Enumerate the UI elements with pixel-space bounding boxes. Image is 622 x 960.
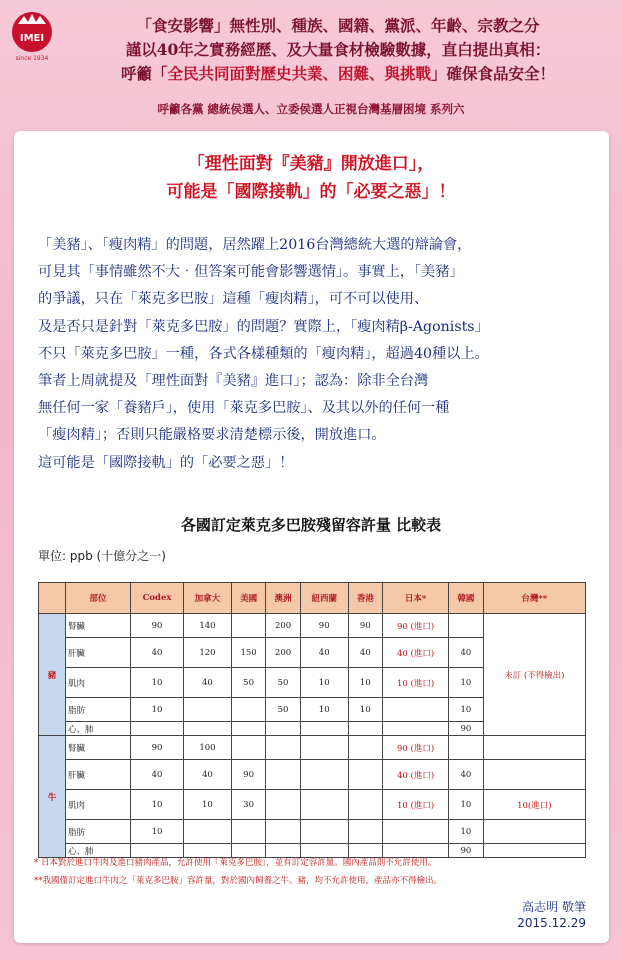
table-header-cell: 韓國 — [449, 583, 483, 614]
body-line: 無任何一家「養豬戶」，使用「萊克多巴胺」、及其以外的任何一種 — [38, 400, 450, 417]
table-cell: 200 — [266, 614, 300, 638]
title-line-2: 可能是「國際接軌」的「必要之惡」！ — [166, 182, 456, 202]
article-title — [0, 150, 622, 206]
article-body — [38, 232, 598, 477]
table-header-cell: 澳洲 — [266, 583, 300, 614]
table-cell: 肝臟 — [66, 760, 131, 790]
table-cell: 10 — [449, 820, 483, 844]
table-cell: 40 — [348, 638, 382, 668]
table-cell: 40 — [131, 638, 184, 668]
table-cell — [383, 698, 449, 722]
author-signature: 高志明 敬筆 — [522, 900, 586, 914]
table-cell — [383, 722, 449, 736]
table-cell: 150 — [231, 638, 265, 668]
logo-text: IMEI — [19, 33, 45, 44]
table-cell — [483, 820, 585, 844]
table-cell: 10 — [449, 790, 483, 820]
table-cell: 10 (進口) — [383, 790, 449, 820]
table-cell — [300, 820, 348, 844]
imei-logo — [10, 10, 54, 62]
table-cell — [131, 722, 184, 736]
logo-since: since 1934 — [15, 55, 49, 62]
table-cell: 脂肪 — [66, 698, 131, 722]
header-highlight: 全民共同面對歷史共業、困難、與挑戰 — [167, 64, 431, 83]
table-cell — [348, 722, 382, 736]
table-cell: 30 — [231, 790, 265, 820]
table-header-cell: 美國 — [231, 583, 265, 614]
table-cell — [300, 722, 348, 736]
header-line-3: 呼籲「全民共同面對歷史共業、困難、與挑戰」確保食品安全！ — [120, 64, 556, 83]
table-cell: 90 — [449, 844, 483, 858]
table-cell: 40 — [300, 638, 348, 668]
table-cell — [231, 820, 265, 844]
table-unit: 單位: ppb (十億分之一) — [38, 549, 166, 563]
table-cell: 10 — [131, 698, 184, 722]
table-cell: 90 (進口) — [383, 614, 449, 638]
table-cell — [231, 614, 265, 638]
table-header-cell: 加拿大 — [184, 583, 232, 614]
header-slogan — [62, 14, 614, 86]
table-cell: 40 (進口) — [383, 760, 449, 790]
body-line: 這可能是「國際接軌」的「必要之惡」！ — [38, 454, 294, 471]
body-line: 筆者上周就提及「理性面對『美豬』進口」；認為：除非全台灣 — [38, 373, 429, 390]
table-cell: 140 — [184, 614, 232, 638]
table-cell — [449, 614, 483, 638]
table-cell: 心、肺 — [66, 722, 131, 736]
table-cell: 40 — [131, 760, 184, 790]
table-cell — [231, 698, 265, 722]
table-cell — [266, 790, 300, 820]
table-cell: 肌肉 — [66, 668, 131, 698]
table-cell — [266, 722, 300, 736]
table-cell: 100 — [184, 736, 232, 760]
table-cell: 40 — [184, 668, 232, 698]
table-cell — [231, 722, 265, 736]
table-cell — [266, 820, 300, 844]
table-cell: 腎臟 — [66, 736, 131, 760]
table-cell: 10 — [131, 668, 184, 698]
table-cell — [348, 820, 382, 844]
table-cell: 10 — [449, 698, 483, 722]
table-header-row — [39, 583, 586, 614]
table-cell: 90 — [348, 614, 382, 638]
table-row — [39, 760, 586, 790]
body-line: 不只「萊克多巴胺」一種，各式各樣種類的「瘦肉精」，超過40種以上。 — [38, 345, 489, 362]
footnote-2: **我國僅訂定進口牛肉之「萊克多巴胺」容許量，對於國內飼養之牛、豬，均不允許使用，產品亦不得檢出。 — [34, 876, 443, 886]
table-cell: 脂肪 — [66, 820, 131, 844]
table-cell: 10 — [184, 790, 232, 820]
table-cell: 120 — [184, 638, 232, 668]
table-cell — [383, 820, 449, 844]
table-cell — [266, 760, 300, 790]
table-cell — [300, 736, 348, 760]
table-cell — [483, 736, 585, 760]
header-line-2: 謹以40年之實務經歷、及大量食材檢驗數據，直白提出真相： — [125, 40, 551, 59]
table-cell: 50 — [266, 668, 300, 698]
table-row — [39, 820, 586, 844]
table-cell: 10 — [348, 698, 382, 722]
table-cell — [300, 790, 348, 820]
table-cell: 10 — [449, 668, 483, 698]
table-cell: 50 — [231, 668, 265, 698]
table-cell — [483, 844, 585, 858]
table-cell: 90 — [231, 760, 265, 790]
table-cell: 90 — [131, 736, 184, 760]
table-cell: 200 — [266, 638, 300, 668]
table-cell — [483, 760, 585, 790]
table-cell: 40 — [184, 760, 232, 790]
body-line: 可見其「事情雖然不大‧但答案可能會影響選情」。事實上，「美豬」 — [38, 264, 464, 281]
table-header-cell: 部位 — [66, 583, 131, 614]
body-line: 及是否只是針對「萊克多巴胺」的問題？實際上，「瘦肉精β-Agonists」 — [38, 318, 489, 335]
table-cell — [184, 820, 232, 844]
table-cell: 10 — [300, 668, 348, 698]
table-cell: 腎臟 — [66, 614, 131, 638]
table-cell: 90 — [131, 614, 184, 638]
table-header-cell: 紐西蘭 — [300, 583, 348, 614]
table-cell: 10 (進口) — [383, 668, 449, 698]
table-cell: 肌肉 — [66, 790, 131, 820]
table-cell — [266, 736, 300, 760]
table-cell — [184, 722, 232, 736]
table-header-cell: 台灣** — [483, 583, 585, 614]
table-cell: 40 (進口) — [383, 638, 449, 668]
table-row — [39, 736, 586, 760]
table-cell: 10 — [348, 668, 382, 698]
footnote-1: * 日本對於進口牛肉及進口豬肉產品，允許使用「萊克多巴胺」，並有訂定容許量。國內產品則不允許使用。 — [34, 858, 437, 868]
table-row — [39, 790, 586, 820]
body-line: 「瘦肉精」；否則只能嚴格要求清楚標示後，開放進口。 — [38, 427, 386, 444]
body-line: 的爭議，只在「萊克多巴胺」這種「瘦肉精」，可不可以使用、 — [38, 291, 429, 308]
ractopamine-table — [38, 582, 586, 858]
table-header-cell: 日本* — [383, 583, 449, 614]
table-cell: 10 — [131, 820, 184, 844]
table-cell — [300, 760, 348, 790]
table-cell — [449, 736, 483, 760]
table-cell: 10(進口) — [483, 790, 585, 820]
table-cell: 40 — [449, 760, 483, 790]
table-cell: 50 — [266, 698, 300, 722]
table-cell — [348, 760, 382, 790]
table-cell: 未訂 (不得檢出) — [483, 614, 585, 736]
table-cell — [348, 736, 382, 760]
table-cell — [231, 736, 265, 760]
table-cell: 10 — [131, 790, 184, 820]
table-cell: 10 — [300, 698, 348, 722]
table-cell: 90 — [449, 722, 483, 736]
table-cell: 90 (進口) — [383, 736, 449, 760]
beef-group-label: 牛 — [39, 736, 66, 858]
pork-group-label: 豬 — [39, 614, 66, 736]
table-title: 各國訂定萊克多巴胺殘留容許量 比較表 — [180, 516, 442, 534]
table-cell: 40 — [449, 638, 483, 668]
title-line-1: 「理性面對『美豬』開放進口」， — [187, 154, 435, 174]
signature-date: 2015.12.29 — [517, 916, 586, 930]
series-subtitle: 呼籲各黨 總統侯選人、立委侯選人正視台灣基層困境 系列六 — [157, 102, 465, 116]
table-cell: 心、肺 — [66, 844, 131, 858]
table-header-cell — [39, 583, 66, 614]
table-cell — [348, 790, 382, 820]
table-cell: 肝臟 — [66, 638, 131, 668]
body-line: 「美豬」、「瘦肉精」的問題，居然躍上2016台灣總統大選的辯論會， — [38, 237, 472, 253]
table-row — [39, 614, 586, 638]
table-cell — [184, 698, 232, 722]
table-header-cell: Codex — [131, 583, 184, 614]
header-line-1: 「食安影響」無性別、種族、國籍、黨派、年齡、宗教之分 — [136, 16, 540, 35]
table-header-cell: 香港 — [348, 583, 382, 614]
table-cell: 90 — [300, 614, 348, 638]
